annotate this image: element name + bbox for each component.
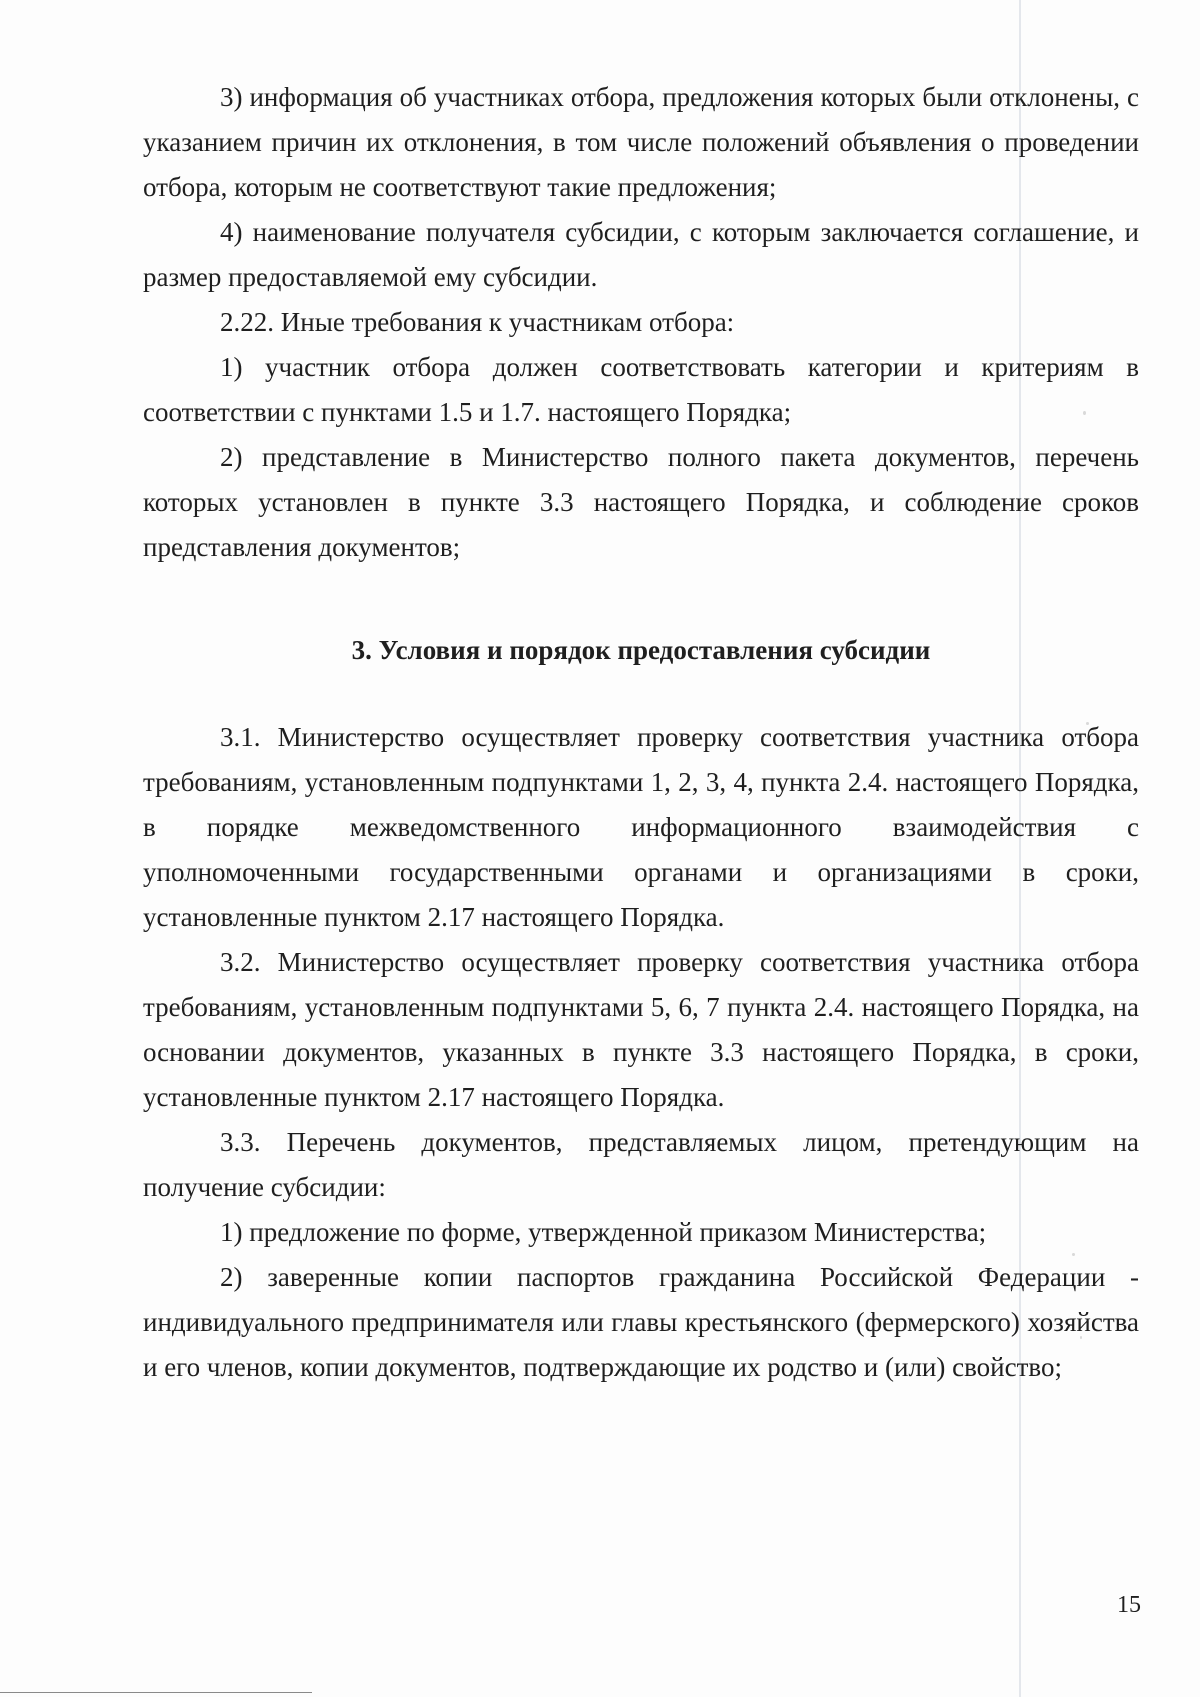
page-number: 15 xyxy=(1117,1592,1141,1618)
paragraph: 3.2. Министерство осуществляет проверку соответствия участника отбора требованиям, установленным подпунктами 5, 6, 7 пункта 2.4. настоящего Порядка, на основании документов, указанных в пункте 3.3 настоящего Порядка, в сроки, установленные пунктом 2.17 настоящего Порядка. xyxy=(143,947,1139,1112)
paragraph: 2) заверенные копии паспортов гражданина Российской Федерации - индивидуального предпринимателя или главы крестьянского (фермерского) хозяйства и его членов, копии документов, подтверждающие их родство и (или) свойство; xyxy=(143,1262,1139,1382)
document-body xyxy=(143,75,1139,1390)
bottom-rule xyxy=(0,1692,312,1693)
paragraph: 1) участник отбора должен соответствовать категории и критериям в соответствии с пунктами 1.5 и 1.7. настоящего Порядка; xyxy=(143,352,1139,427)
paragraph: 2) представление в Министерство полного пакета документов, перечень которых установлен в пункте 3.3 настоящего Порядка, и соблюдение сроков представления документов; xyxy=(143,442,1139,562)
paragraph: 3) информация об участниках отбора, предложения которых были отклонены, с указанием причин их отклонения, в том числе положений объявления о проведении отбора, которым не соответствуют такие предложения; xyxy=(143,82,1139,202)
paragraph: 3.1. Министерство осуществляет проверку соответствия участника отбора требованиям, установленным подпунктами 1, 2, 3, 4, пункта 2.4. настоящего Порядка, в порядке межведомственного информационного взаимодействия с уполномоченными государственными органами и организациями в сроки, установленные пунктом 2.17 настоящего Порядка. xyxy=(143,722,1139,932)
paragraph: 3.3. Перечень документов, представляемых лицом, претендующим на получение субсидии: xyxy=(143,1127,1139,1202)
paragraph: 2.22. Иные требования к участникам отбора: xyxy=(220,307,735,337)
paragraph: 4) наименование получателя субсидии, с которым заключается соглашение, и размер предоставляемой ему субсидии. xyxy=(143,217,1139,292)
section-heading: 3. Условия и порядок предоставления субсидии xyxy=(351,635,931,665)
paragraph: 1) предложение по форме, утвержденной приказом Министерства; xyxy=(220,1217,987,1247)
